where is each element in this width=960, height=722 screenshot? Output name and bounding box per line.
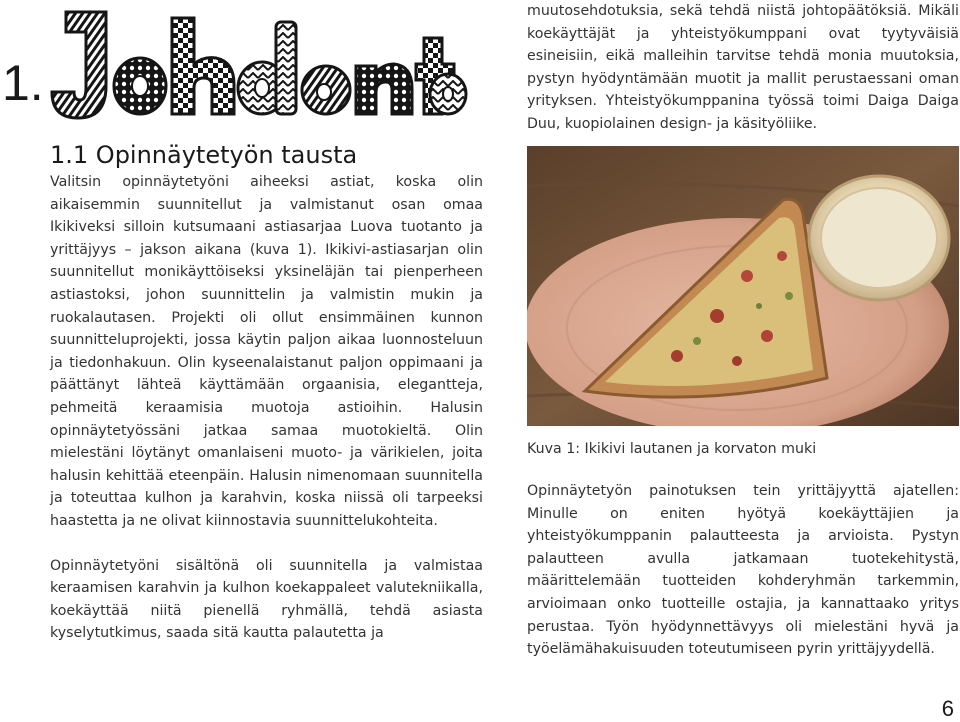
chapter-title-logo [48, 8, 468, 124]
plate-and-cup-photo [527, 146, 959, 426]
left-column [50, 141, 483, 645]
photo-caption: Kuva 1: Ikikivi lautanen ja korvaton muki [527, 441, 817, 457]
section-heading: 1.1 Opinnäytetyön tausta [50, 141, 358, 169]
section-paragraph-2: Opinnäytetyöni sisältönä oli suunnitella ja valmistaa keraamisen karahvin ja kulhon koekappaleet valutekniikalla, koekäyttää niitä pienellä ryhmällä, tehdä asiasta kyselytutkimus, saada sitä kautta palautetta ja [50, 557, 483, 642]
chapter-number: 1. [2, 55, 44, 111]
right-paragraph-top: muutosehdotuksia, sekä tehdä niistä johtopäätöksiä. Mikäli koekäyttäjät ja yhteistyökumppani ovat tyytyväisiä esineisiin, eikä malleihin tarvitse tehdä monia muutoksia, pystyn hyödyntämään muotit ja mallit perustaessani oman yrityksen. Yhteistyökumppanina työssä toimi Daiga Daiga Duu, kuopiolainen design- ja käsityöliike. [527, 3, 959, 132]
right-paragraph-bottom: Opinnäytetyön painotuksen tein yrittäjyyttä ajatellen: Minulle on eniten hyötyä koekäyttäjien ja yhteistyökumppanin palautteesta ja arvioista. Pystyn palautteen avulla jatkamaan tuotekehitystä, määrittelemään tuotteiden kohderyhmän tarkemmin, arvioimaan onko tuotteille ostajia, ja kannattaako yritys perustaa. Työn hyödynnettävyys oli mielestäni hyvä ja työelämähakuisuuden toteutumiseen pyrin yrittäjyydellä. [527, 483, 959, 658]
page-number: 6 [941, 696, 954, 721]
section-paragraph-1: Valitsin opinnäytetyöni aiheeksi astiat, koska olin aikaisemmin suunnitellut ja valmistanut osan omaa Ikikiveksi silloin kutsumaani astiasarjaa Luova tuotanto ja yrittäjyys – jakson aikana (kuva 1). Ikikivi-astiasarjan olin suunnitellut monikäyttöiseksi yksineläjän tai pienperheen astiastoksi, johon suunnittelin ja valmistin mukin ja ruokalautasen. Projekti oli ollut ensimmäinen kunnon suunnitteluprojekti, jossa käytin paljon aikaa luonnosteluun ja tiedonhakuun. Olin kyseenalaistanut paljon oppimaani ja päättänyt lähteä käyttämään orgaanisia, elegantteja, pehmeitä keraamisia muotoja astioihin. Halusin opinnäytetyössäni jatkaa samaa muotokieltä. Olin mielestäni löytänyt omanlaiseni muoto- ja värikielen, joita halusin kehittää eteenpäin. Halusin nimenomaan suunnitella ja toteuttaa kulhon ja karahvin, koska niissä oli tarpeeksi haastetta ja ne olivat kiinnostavia suunnittelukohteita. [50, 174, 483, 529]
